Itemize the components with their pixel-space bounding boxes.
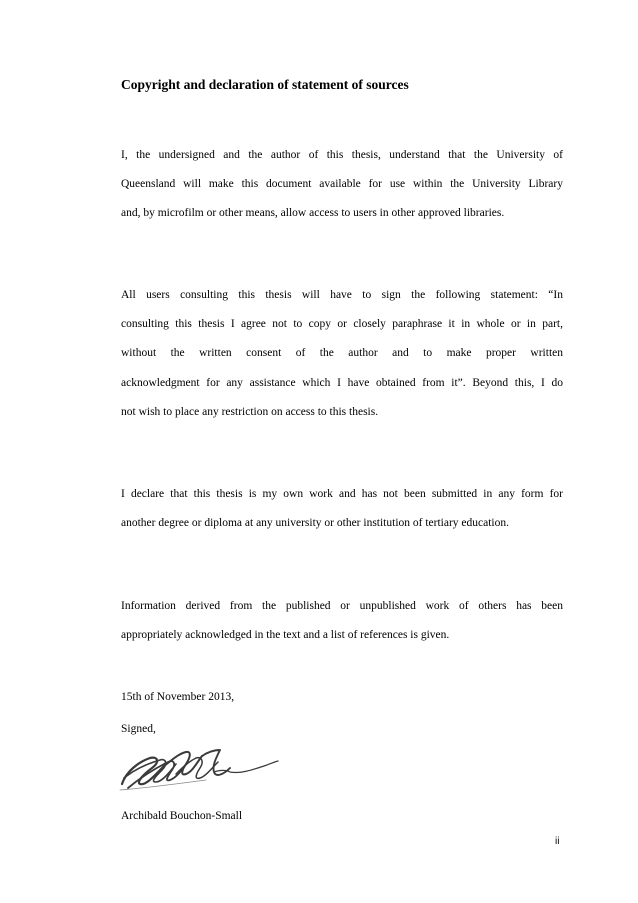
paragraph-line: All users consulting this thesis will have to sign the following statement: “In (121, 289, 563, 301)
page-number: ii (555, 836, 560, 847)
paragraph-user-statement (121, 281, 563, 427)
paragraph-line: another degree or diploma at any university or other institution of tertiary education. (121, 517, 510, 530)
paragraph-line: I declare that this thesis is my own work and has not been submitted in any form for (121, 488, 563, 500)
paragraph-line: Information derived from the published or unpublished work of others has been (121, 600, 563, 612)
paragraph-line: and, by microfilm or other means, allow access to users in other approved libraries. (121, 207, 505, 220)
author-name: Archibald Bouchon-Small (121, 810, 243, 822)
paragraph-line: Queensland will make this document available for use within the University Library (121, 178, 563, 191)
paragraph-library-access (121, 141, 563, 229)
page-heading: Copyright and declaration of statement of sources (121, 77, 409, 92)
paragraph-line: acknowledgment for any assistance which I have obtained from it”. Beyond this, I do (121, 376, 563, 389)
handwritten-signature (116, 744, 281, 794)
paragraph-line: consulting this thesis I agree not to copy or closely paraphrase it in whole or in part, (121, 318, 563, 331)
paragraph-references (121, 592, 563, 650)
paragraph-line: without the written consent of the author and to make proper written (121, 347, 563, 360)
declaration-date: 15th of November 2013, (121, 691, 235, 703)
paragraph-line: appropriately acknowledged in the text and a list of references is given. (121, 629, 450, 642)
signed-label: Signed, (121, 723, 156, 735)
paragraph-own-work (121, 480, 563, 538)
paragraph-line: I, the undersigned and the author of this thesis, understand that the University of (121, 149, 563, 161)
paragraph-line: not wish to place any restriction on access to this thesis. (121, 405, 379, 418)
